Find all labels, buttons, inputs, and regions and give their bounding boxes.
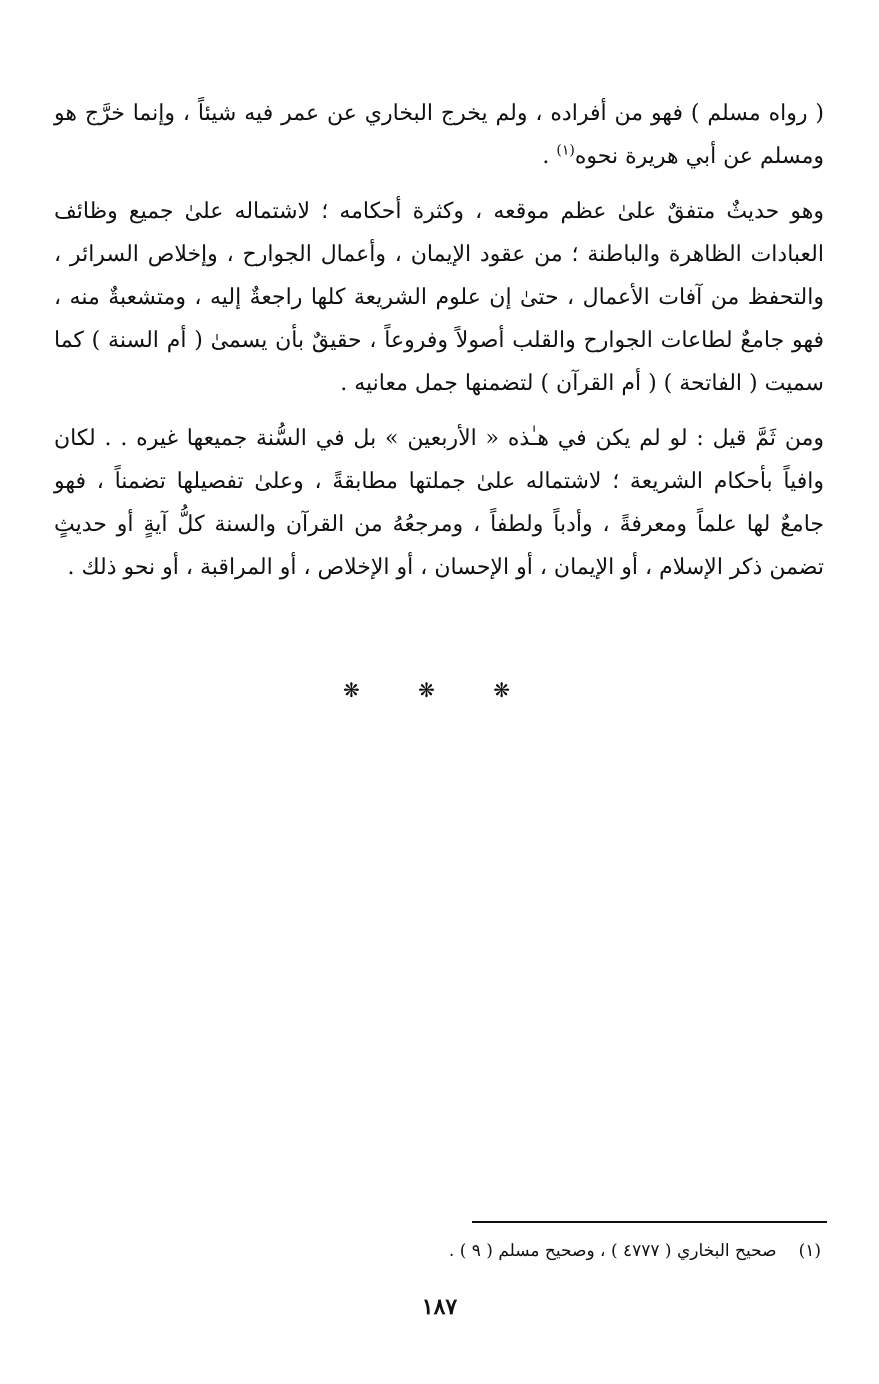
- page-number: ١٨٧: [421, 1294, 458, 1320]
- paragraph-2: وهو حديثٌ متفقٌ علىٰ عظم موقعه ، وكثرة أحكامه ؛ لاشتماله علىٰ جميع وظائف العبادات الظاهرة والباطنة ؛ من عقود الإيمان ، وأعمال الجوارح ، وإخلاص السرائر ، والتحفظ من آفات الأعمال ، حتىٰ إن علوم الشريعة كلها راجعةٌ إليه ، ومتشعبةٌ منه ، فهو جامعٌ لطاعات الجوارح والقلب أصولاً وفروعاً ، حقيقٌ بأن يسمىٰ ( أم السنة ) كما سميت ( الفاتحة ) ( أم القرآن ) لتضمنها جمل معانيه .: [54, 199, 824, 396]
- paragraph-1-tail: .: [542, 144, 557, 169]
- footnote: [51, 1236, 821, 1266]
- paragraph-3: ومن ثَمَّ قيل : لو لم يكن في هـٰذه « الأربعين » بل في السُّنة جميعها غيره . . لكان وافياً بأحكام الشريعة ؛ لاشتماله علىٰ جملتها مطابقةً ، وعلىٰ تفصيلها تضمناً ، فهو جامعٌ لها علماً ومعرفةً ، وأدباً ولطفاً ، ومرجعُهُ من القرآن والسنة كلُّ آيةٍ أو حديثٍ تضمن ذكر الإسلام ، أو الإيمان ، أو الإحسان ، أو الإخلاص ، أو المراقبة ، أو نحو ذلك .: [54, 426, 824, 580]
- section-separator: ❋ ❋ ❋: [343, 678, 536, 702]
- paragraph-1-text: ( رواه مسلم ) فهو من أفراده ، ولم يخرج البخاري عن عمر فيه شيئاً ، وإنما خرَّج هو ومسلم عن أبي هريرة نحوه: [54, 101, 824, 169]
- paragraph-1: [54, 92, 824, 178]
- footnote-text: صحيح البخاري ( ٤٧٧٧ ) ، وصحيح مسلم ( ٩ ) .: [448, 1241, 777, 1261]
- footnote-number: (١): [798, 1241, 821, 1261]
- footnote-divider: [472, 1221, 827, 1223]
- body-text: [54, 92, 824, 601]
- footnote-reference: (١): [556, 142, 575, 159]
